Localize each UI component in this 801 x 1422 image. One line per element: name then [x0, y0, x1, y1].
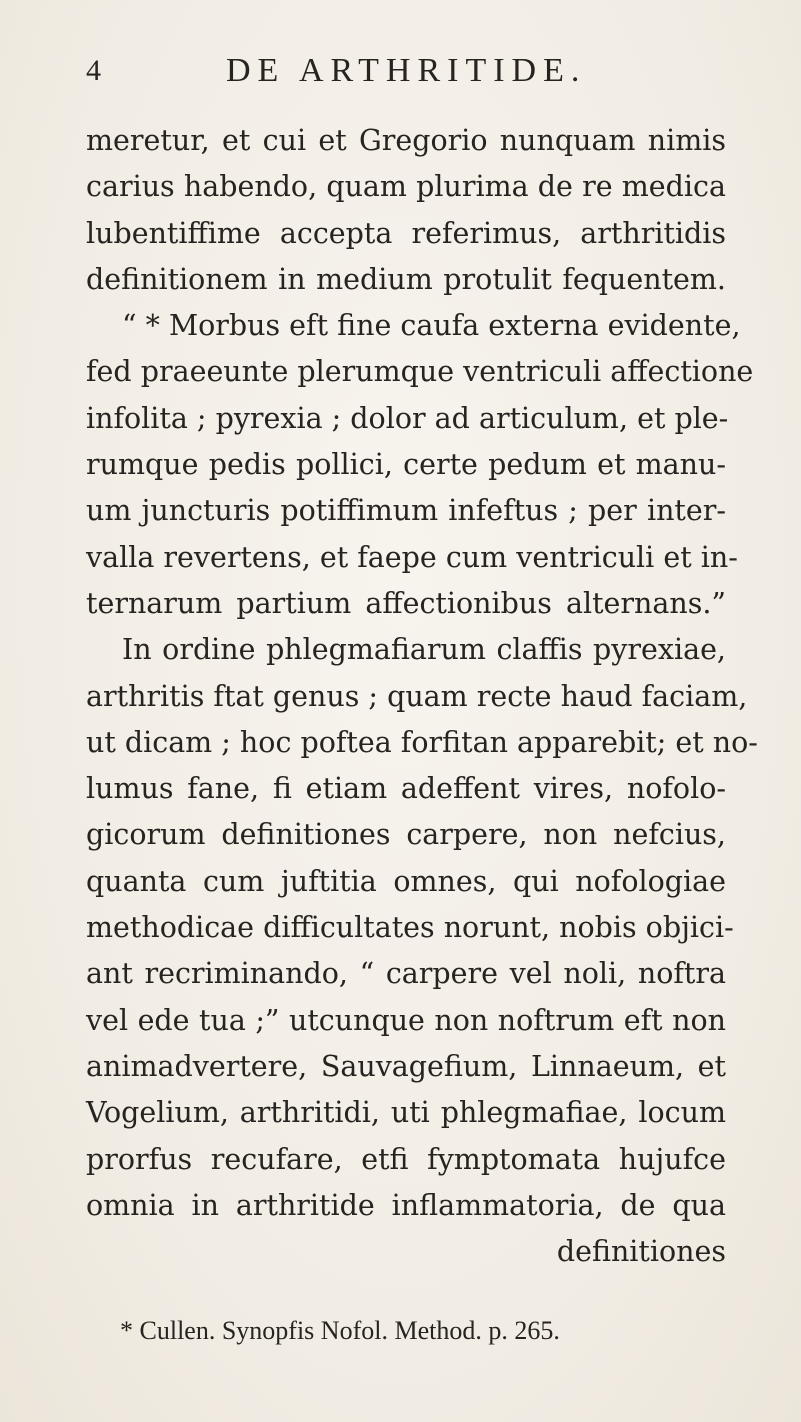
text-line: animadvertere, Sauvagefium, Linnaeum, et	[86, 1049, 726, 1083]
text-line: quanta cum juftitia omnes, qui nofologiae	[86, 864, 726, 898]
text-line: lubentiffime accepta referimus, arthritidis	[86, 216, 726, 250]
text-line: fed praeeunte plerumque ventriculi affectione	[86, 355, 754, 389]
text-line: lumus fane, fi etiam adeffent vires, nofolo-	[86, 772, 726, 806]
page-number: 4	[86, 54, 101, 87]
text-line: carius habendo, quam plurima de re medica	[86, 170, 726, 204]
text-line: rumque pedis pollici, certe pedum et manu-	[86, 448, 726, 482]
catchword: definitiones	[556, 1235, 726, 1269]
text-line: ternarum partium affectionibus alternans.”	[86, 586, 726, 620]
text-line: infolita ; pyrexia ; dolor ad articulum, et ple-	[86, 401, 729, 435]
text-line: ut dicam ; hoc poftea forfitan apparebit; et no-	[86, 725, 758, 759]
text-line: vel ede tua ;” utcunque non noftrum eft non	[86, 1003, 726, 1037]
running-title: DE ARTHRITIDE.	[226, 52, 587, 89]
text-line: ant recriminando, “ carpere vel noli, noftra	[86, 957, 726, 991]
text-line: definitionem in medium protulit fequentem.	[86, 262, 726, 296]
body-text	[86, 118, 758, 1275]
footnote: * Cullen. Synopfis Nofol. Method. p. 265.	[120, 1316, 560, 1345]
text-line: gicorum definitiones carpere, non nefcius,	[86, 818, 726, 852]
text-line: valla revertens, et faepe cum ventriculi et in-	[86, 540, 738, 574]
text-line: methodicae difficultates norunt, nobis objici-	[86, 911, 734, 945]
text-line: omnia in arthritide inflammatoria, de qua	[86, 1188, 726, 1222]
text-line: prorfus recufare, etfi fymptomata hujufce	[86, 1142, 726, 1176]
text-line: In ordine phlegmafiarum claffis pyrexiae,	[122, 633, 726, 667]
page-header	[86, 52, 726, 96]
text-line: “ * Morbus eft fine caufa externa evidente,	[122, 309, 741, 343]
text-line: Vogelium, arthritidi, uti phlegmafiae, locum	[86, 1096, 726, 1130]
text-line: arthritis ftat genus ; quam recte haud faciam,	[86, 679, 748, 713]
text-line: um juncturis potiffimum infeftus ; per inter-	[86, 494, 726, 528]
text-line: meretur, et cui et Gregorio nunquam nimis	[86, 124, 726, 157]
